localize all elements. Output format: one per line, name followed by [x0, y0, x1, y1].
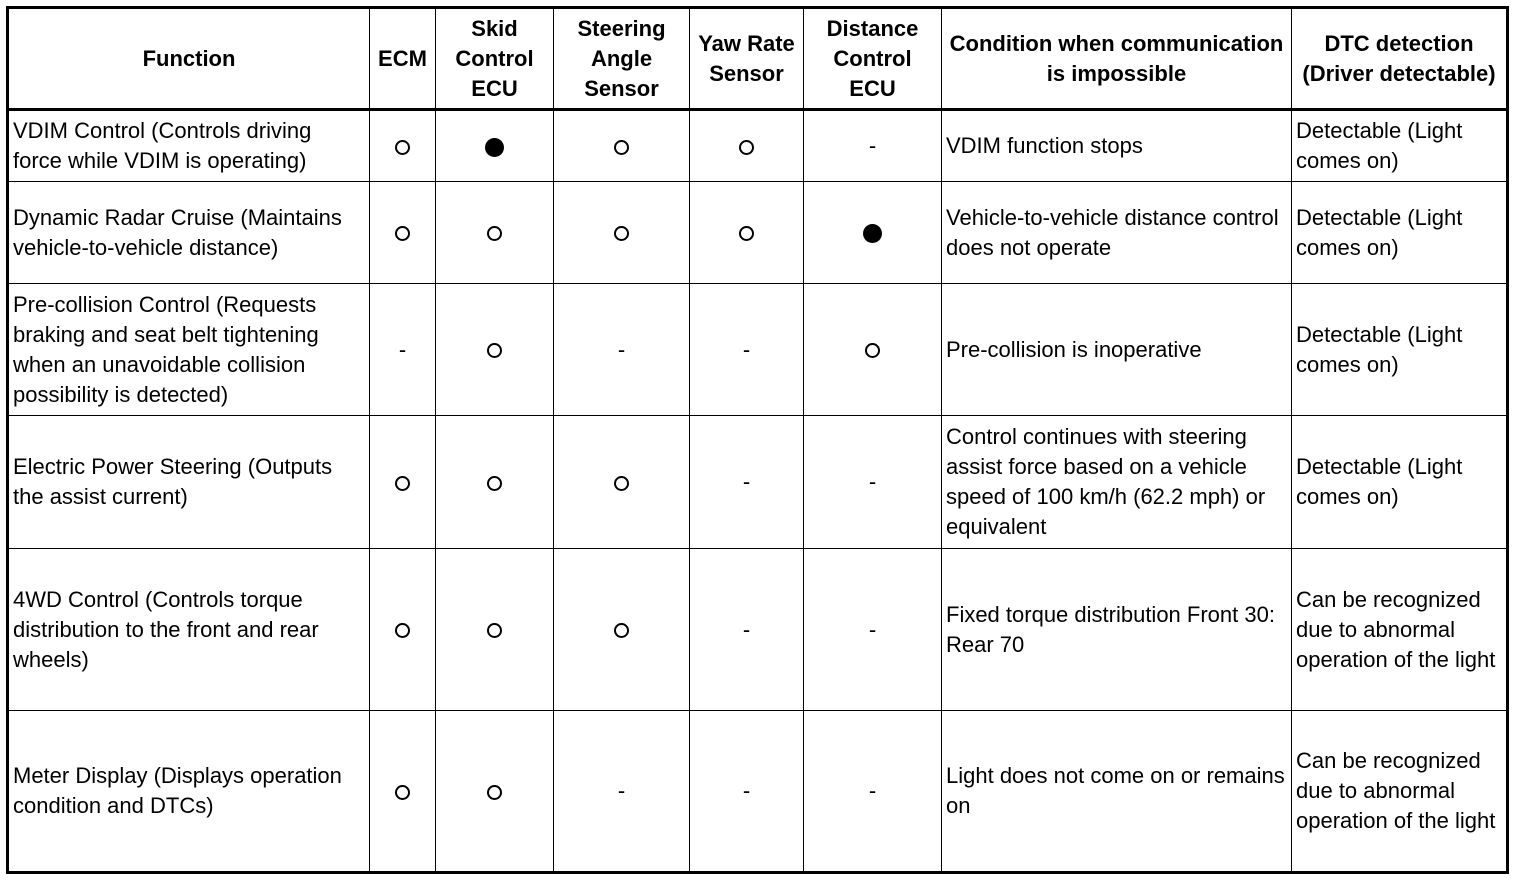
open-circle-icon	[487, 226, 502, 241]
dash-mark: -	[868, 469, 877, 494]
open-circle-icon	[395, 476, 410, 491]
table-row	[8, 284, 1508, 416]
mark-skid-control-ecu	[436, 416, 554, 549]
table-row	[8, 110, 1508, 182]
condition-cell: Fixed torque distribution Front 30: Rear 70	[942, 549, 1292, 711]
dash-mark: -	[868, 616, 877, 642]
function-cell: Meter Display (Displays operation condition and DTCs)	[8, 711, 370, 873]
function-cell: 4WD Control (Controls torque distribution to the front and rear wheels)	[8, 549, 370, 711]
dash-mark: -	[868, 133, 877, 158]
condition-cell: VDIM function stops	[942, 110, 1292, 182]
open-circle-icon	[395, 623, 410, 638]
mark-ecm	[370, 182, 436, 284]
function-cell: VDIM Control (Controls driving force while VDIM is operating)	[8, 110, 370, 182]
mark-ecm	[370, 549, 436, 711]
mark-steering-angle-sensor	[554, 182, 690, 284]
function-cell: Pre-collision Control (Requests braking and seat belt tightening when an unavoidable collision possibility is detected)	[8, 284, 370, 416]
header-skid-control-ecu: Skid Control ECU	[436, 8, 554, 110]
mark-ecm	[370, 416, 436, 549]
header-ecm: ECM	[370, 8, 436, 110]
header-steering-angle-sensor: Steering Angle Sensor	[554, 8, 690, 110]
mark-distance-control-ecu	[804, 549, 942, 711]
function-cell: Dynamic Radar Cruise (Maintains vehicle-to-vehicle distance)	[8, 182, 370, 284]
mark-yaw-rate-sensor	[690, 416, 804, 549]
mark-distance-control-ecu	[804, 284, 942, 416]
mark-ecm	[370, 711, 436, 873]
mark-steering-angle-sensor	[554, 110, 690, 182]
mark-distance-control-ecu	[804, 416, 942, 549]
condition-cell: Vehicle-to-vehicle distance control does not operate	[942, 182, 1292, 284]
filled-circle-icon	[485, 138, 504, 157]
open-circle-icon	[487, 623, 502, 638]
mark-skid-control-ecu	[436, 110, 554, 182]
open-circle-icon	[739, 140, 754, 155]
header-dtc-detection: DTC detection (Driver detectable)	[1292, 8, 1508, 110]
open-circle-icon	[739, 226, 754, 241]
mark-skid-control-ecu	[436, 549, 554, 711]
mark-yaw-rate-sensor	[690, 182, 804, 284]
mark-ecm	[370, 110, 436, 182]
condition-cell: Pre-collision is inoperative	[942, 284, 1292, 416]
header-yaw-rate-sensor: Yaw Rate Sensor	[690, 8, 804, 110]
dash-mark: -	[868, 778, 877, 803]
mark-yaw-rate-sensor	[690, 110, 804, 182]
open-circle-icon	[487, 785, 502, 800]
dash-mark: -	[742, 616, 751, 642]
open-circle-icon	[395, 226, 410, 241]
condition-cell: Light does not come on or remains on	[942, 711, 1292, 873]
open-circle-icon	[614, 226, 629, 241]
open-circle-icon	[865, 343, 880, 358]
mark-steering-angle-sensor	[554, 549, 690, 711]
mark-steering-angle-sensor	[554, 284, 690, 416]
mark-yaw-rate-sensor	[690, 711, 804, 873]
header-function: Function	[8, 8, 370, 110]
mark-distance-control-ecu	[804, 711, 942, 873]
table-row	[8, 711, 1508, 873]
dash-mark: -	[398, 336, 407, 362]
communication-function-table	[6, 6, 1509, 874]
dash-mark: -	[742, 336, 751, 362]
mark-ecm	[370, 284, 436, 416]
mark-steering-angle-sensor	[554, 416, 690, 549]
function-cell: Electric Power Steering (Outputs the assist current)	[8, 416, 370, 549]
dtc-cell: Detectable (Light comes on)	[1292, 416, 1508, 549]
mark-yaw-rate-sensor	[690, 284, 804, 416]
dtc-cell: Can be recognized due to abnormal operation of the light	[1292, 549, 1508, 711]
dtc-cell: Can be recognized due to abnormal operation of the light	[1292, 711, 1508, 873]
header-distance-control-ecu: Distance Control ECU	[804, 8, 942, 110]
open-circle-icon	[487, 476, 502, 491]
dtc-cell: Detectable (Light comes on)	[1292, 182, 1508, 284]
filled-circle-icon	[863, 224, 882, 243]
header-condition: Condition when communication is impossible	[942, 8, 1292, 110]
dash-mark: -	[617, 336, 626, 362]
mark-steering-angle-sensor	[554, 711, 690, 873]
mark-distance-control-ecu	[804, 182, 942, 284]
mark-skid-control-ecu	[436, 182, 554, 284]
open-circle-icon	[395, 140, 410, 155]
condition-cell: Control continues with steering assist force based on a vehicle speed of 100 km/h (62.2 mph) or equivalent	[942, 416, 1292, 549]
mark-distance-control-ecu	[804, 110, 942, 182]
mark-skid-control-ecu	[436, 284, 554, 416]
open-circle-icon	[487, 343, 502, 358]
dash-mark: -	[617, 778, 626, 803]
open-circle-icon	[614, 623, 629, 638]
table-row	[8, 182, 1508, 284]
dtc-cell: Detectable (Light comes on)	[1292, 110, 1508, 182]
mark-yaw-rate-sensor	[690, 549, 804, 711]
table-row	[8, 549, 1508, 711]
dtc-cell: Detectable (Light comes on)	[1292, 284, 1508, 416]
header-row	[8, 8, 1508, 110]
open-circle-icon	[395, 785, 410, 800]
dash-mark: -	[742, 778, 751, 803]
mark-skid-control-ecu	[436, 711, 554, 873]
open-circle-icon	[614, 476, 629, 491]
table-row	[8, 416, 1508, 549]
open-circle-icon	[614, 140, 629, 155]
dash-mark: -	[742, 469, 751, 494]
